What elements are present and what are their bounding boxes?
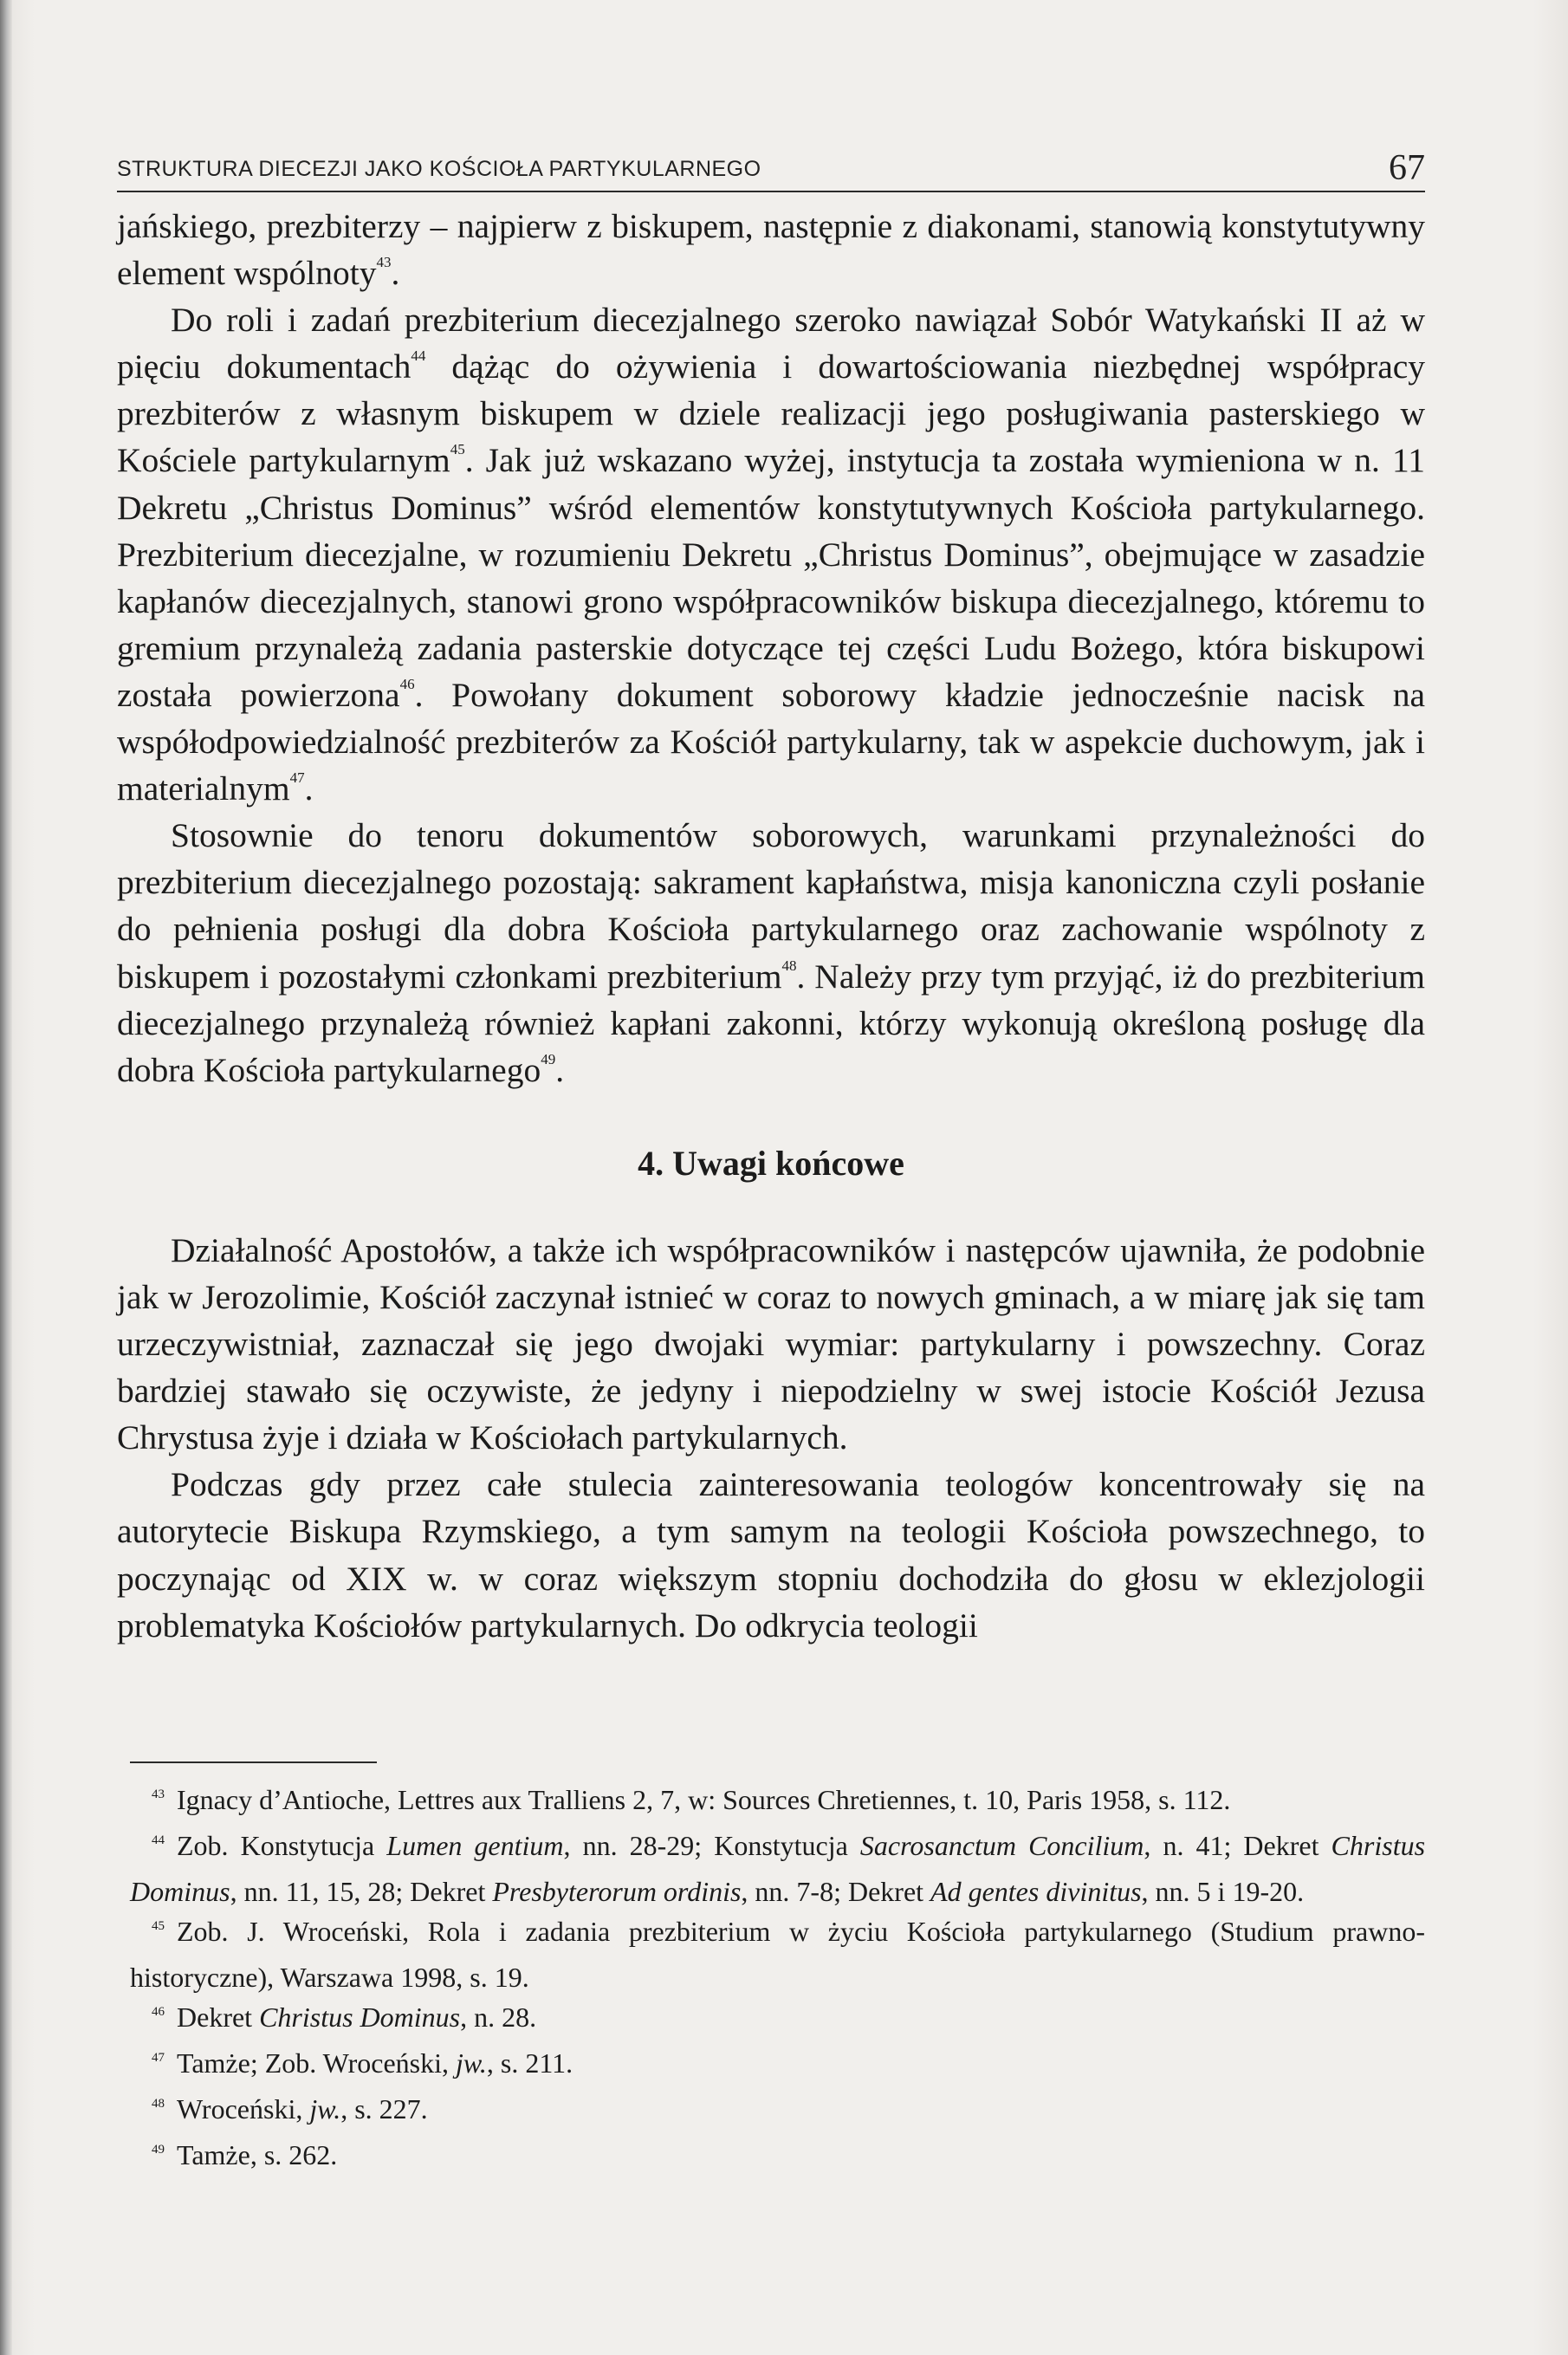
footnote-text: Ignacy d’Antioche, Lettres aux Tralliens 2, 7, w: Sources Chretiennes, t. 10, Paris 1958, s. 112. — [177, 1784, 1231, 1815]
footnote-number: 44 — [152, 1833, 165, 1847]
footnote-italic-title: Sacrosanctum Concilium — [859, 1830, 1144, 1861]
footnote-text: , s. 227. — [340, 2093, 428, 2125]
footnote-italic-title: jw. — [456, 2047, 487, 2079]
footnote-text: Zob. Konstytucja — [177, 1830, 387, 1861]
paragraph-continued: jańskiego, prezbiterzy – najpierw z biskupem, następnie z diakonami, stanowią konstytutywny element wspólnoty$^{43}$. — [117, 207, 1425, 293]
footnote-text: Tamże; Zob. Wroceński, — [177, 2047, 456, 2079]
footnote-text: , nn. 7-8; Dekret — [741, 1876, 931, 1907]
paragraph: Stosownie do tenoru dokumentów soborowych, warunkami przynależności do prezbiterium diecezjalnego pozostają: sakrament kapłaństwa, misja kanoniczna czyli posłanie do pełnienia posługi dla dobra Kościoła partykularnego oraz zachowanie wspólnoty z biskupem i pozostałymi członkami prezbiterium$^{48}$. Należy przy tym przyjąć, iż do prezbiterium diecezjalnego przynależą również kapłani zakonni, którzy wykonują określoną posługę dla dobra Kościoła partykularnego$^{49}$. — [117, 816, 1425, 1089]
footnote-text: , n. 28. — [460, 2001, 537, 2033]
paragraph: Działalność Apostołów, a także ich współpracowników i następców ujawniła, że podobnie jak w Jerozolimie, Kościół zaczynał istnieć w coraz to nowych gminach, a w miarę jak się tam urzeczywistniał, zaznaczał się jego dwojaki wymiar: partykularny i powszechny. Coraz bardziej stawało się oczywiste, że jedyny i niepodzielny w swej istocie Kościół Jezusa Chrystusa żyje i działa w Kościołach partykularnych. — [117, 1230, 1425, 1457]
footnote-italic-title: Ad gentes divinitus — [930, 1876, 1142, 1907]
footnote-number: 46 — [152, 2005, 165, 2019]
footnote-text: Tamże, s. 262. — [177, 2139, 338, 2170]
page-header — [117, 139, 1425, 192]
footnote-ref[interactable]: 46 — [399, 675, 415, 692]
footnote-text: , s. 211. — [486, 2047, 573, 2079]
footnotes — [130, 1780, 1425, 2181]
footnote-ref[interactable]: 44 — [411, 347, 426, 365]
footnote-number: 49 — [152, 2143, 165, 2157]
footnote-number: 43 — [152, 1787, 165, 1801]
footnote-ref[interactable]: 49 — [541, 1050, 556, 1067]
footnote-text: , nn. 5 i 19-20. — [1141, 1876, 1305, 1907]
book-spine-shadow — [0, 0, 12, 2355]
footnote-italic-title: Christus Dominus — [130, 1830, 1426, 1907]
footnote-ref[interactable]: 45 — [450, 441, 465, 458]
footnote-ref[interactable]: 48 — [781, 957, 797, 974]
footnote-number: 47 — [152, 2051, 165, 2065]
footnote-italic-title: Lumen gentium — [386, 1830, 564, 1861]
footnote-italic-title: jw. — [309, 2093, 341, 2125]
footnote — [130, 1997, 1425, 2043]
footnote-text: Dekret — [177, 2001, 260, 2033]
footnote-number: 45 — [152, 1919, 165, 1933]
footnote — [130, 2135, 1425, 2181]
footnote — [130, 1826, 1425, 1911]
section-heading: 4. Uwagi końcowe — [638, 1143, 904, 1183]
footnote-italic-title: Presbyterorum ordinis — [492, 1876, 742, 1907]
footnote-ref[interactable]: 43 — [376, 254, 392, 271]
footnote-number: 48 — [152, 2097, 165, 2111]
footnote-text: , n. 41; Dekret — [1144, 1830, 1332, 1861]
running-title: STRUKTURA DIECEZJI JAKO KOŚCIOŁA PARTYKULARNEGO — [117, 157, 761, 181]
footnote — [130, 1911, 1425, 1997]
main-text — [117, 203, 1425, 1649]
footnote — [130, 1780, 1425, 1826]
footnote-ref[interactable]: 47 — [289, 769, 305, 787]
footnote-divider — [130, 1761, 377, 1763]
footnote — [130, 2089, 1425, 2135]
footnote-text: Wroceński, — [177, 2093, 310, 2125]
footnote-text: , nn. 11, 15, 28; Dekret — [230, 1876, 493, 1907]
page-number: 67 — [1389, 148, 1425, 188]
paragraph: Podczas gdy przez całe stulecia zainteresowania teologów koncentrowały się na autorytecie Biskupa Rzymskiego, a tym samym na teologii Kościoła powszechnego, to poczynając od XIX w. w coraz większym stopniu dochodziła do głosu w eklezjologii problematyka Kościołów partykularnych. Do odkrycia teologii — [117, 1465, 1425, 1645]
paragraph: Do roli i zadań prezbiterium diecezjalnego szeroko nawiązał Sobór Watykański II aż w pięciu dokumentach$^{44}$ dążąc do ożywienia i dowartościowania niezbędnej współpracy prezbiterów z własnym biskupem w dziele realizacji jego posługiwania pasterskiego w Kościele partykularnym$^{45}$. Jak już wskazano wyżej, instytucja ta została wymieniona w n. 11 Dekretu „Christus Dominus” wśród elementów konstytutywnych Kościoła partykularnego. Prezbiterium diecezjalne, w rozumieniu Dekretu „Christus Dominus”, obejmujące w zasadzie kapłanów diecezjalnych, stanowi grono współpracowników biskupa diecezjalnego, któremu to gremium przynależą zadania pasterskie dotyczące tej części Ludu Bożego, która biskupowi została powierzona$^{46}$. Powołany dokument soborowy kładzie jednocześnie nacisk na współodpowiedzialność prezbiterów za Kościół partykularny, tak w aspekcie duchowym, jak i materialnym$^{47}$. — [117, 301, 1426, 808]
footnote — [130, 2043, 1425, 2089]
footnote-italic-title: Christus Dominus — [259, 2001, 461, 2033]
footnote-text: Zob. J. Wroceński, Rola i zadania prezbiterium w życiu Kościoła partykularnego (Studium prawno-historyczne), Warszawa 1998, s. 19. — [130, 1916, 1425, 1993]
footnote-text: , nn. 28-29; Konstytucja — [563, 1830, 860, 1861]
